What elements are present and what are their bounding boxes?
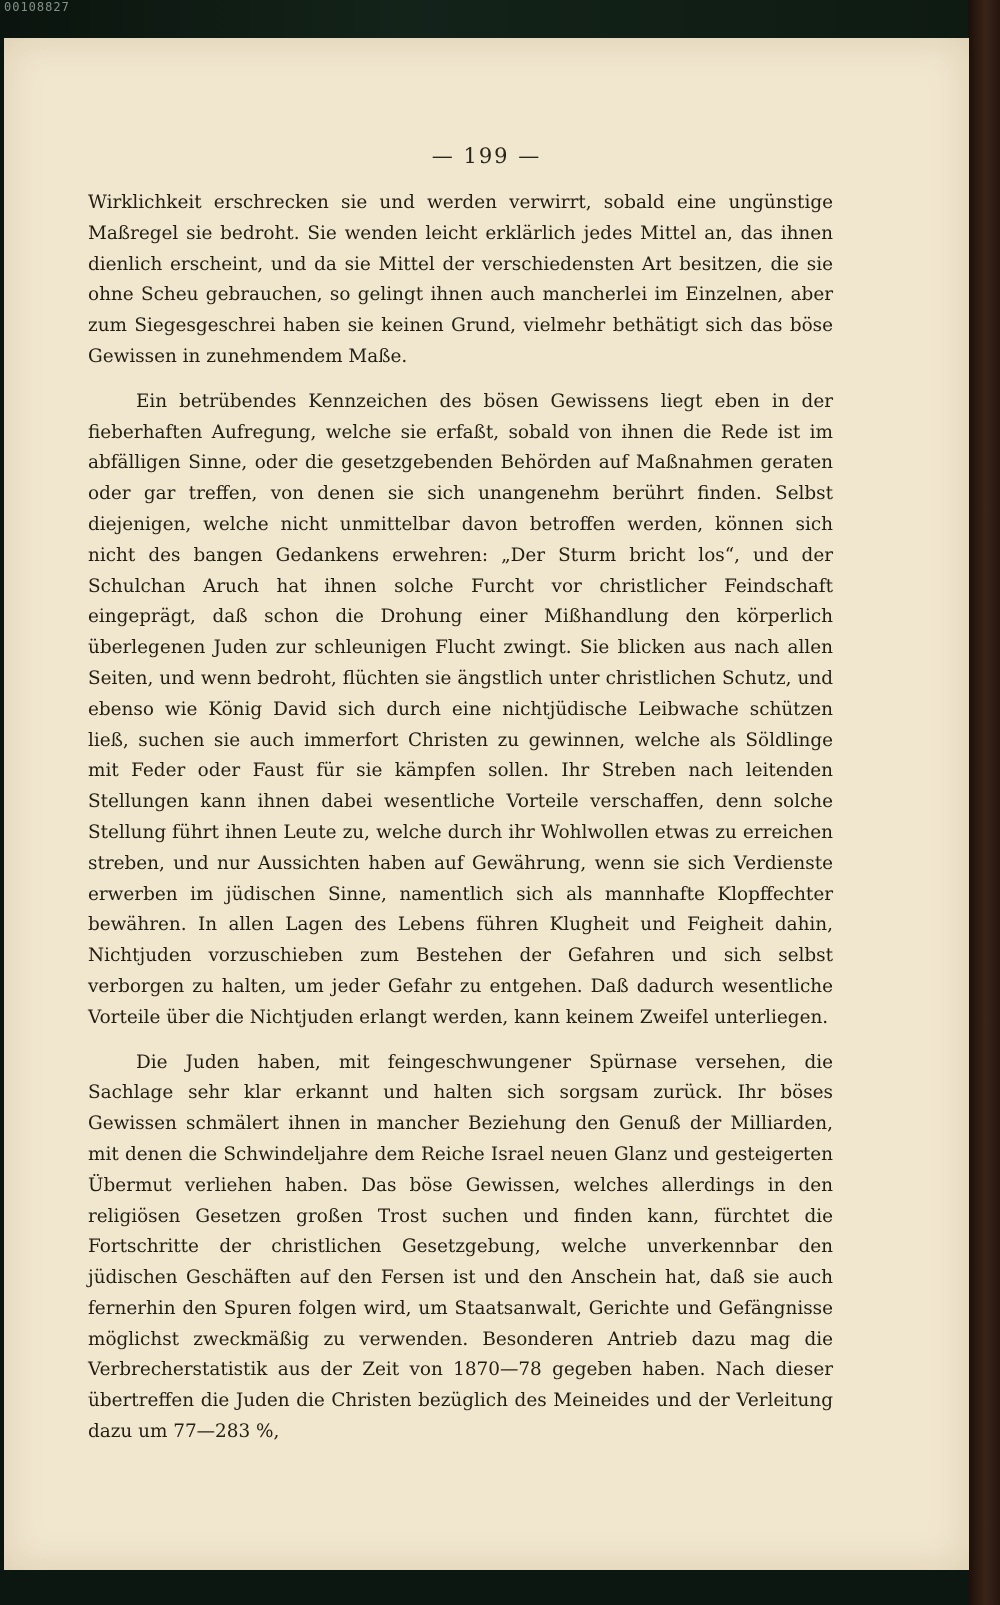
page-text	[88, 188, 833, 1462]
paragraph: Die Juden haben, mit feingeschwungener Spürnase versehen, die Sachlage sehr klar erkannt und halten sich sorgsam zurück. Ihr böses Gewissen schmälert ihnen in mancher Beziehung den Genuß der Milliarden, mit denen die Schwindeljahre dem Reiche Israel neuen Glanz und gesteigerten Übermut verliehen haben. Das böse Gewissen, welches allerdings in den religiösen Gesetzen großen Trost suchen und finden kann, fürchtet die Fortschritte der christlichen Gesetzgebung, welche unverkennbar den jüdischen Geschäften auf den Fersen ist und den Anschein hat, daß sie auch fernerhin den Spuren folgen wird, um Staatsanwalt, Gerichte und Gefängnisse möglichst zweckmäßig zu verwenden. Besonderen Antrieb dazu mag die Verbrecherstatistik aus der Zeit von 1870—78 gegeben haben. Nach dieser übertreffen die Juden die Christen bezüglich des Meineides und der Verleitung dazu um 77—283 %,	[88, 1051, 833, 1443]
book-page	[4, 38, 969, 1570]
scan-bottom-strip	[0, 1570, 968, 1605]
paragraph: Ein betrübendes Kennzeichen des bösen Gewissens liegt eben in der fieberhaften Aufregung, welche sie erfaßt, sobald von ihnen die Rede ist im abfälligen Sinne, oder die gesetzgebenden Behörden auf Maßnahmen geraten oder gar treffen, von denen sie sich unangenehm berührt finden. Selbst diejenigen, welche nicht unmittelbar davon betroffen werden, können sich nicht des bangen Gedankens erwehren: „Der Sturm bricht los“, und der Schulchan Aruch hat ihnen solche Furcht vor christlicher Feindschaft eingeprägt, daß schon die Drohung einer Mißhandlung den körperlich überlegenen Juden zur schleunigen Flucht zwingt. Sie blicken aus nach allen Seiten, und wenn bedroht, flüchten sie ängstlich unter christlichen Schutz, und ebenso wie König David sich durch eine nichtjüdische Leibwache schützen ließ, suchen sie auch immerfort Christen zu gewinnen, welche als Söldlinge mit Feder oder Faust für sie kämpfen sollen. Ihr Streben nach leitenden Stellungen kann ihnen dabei wesentliche Vorteile verschaffen, denn solche Stellung führt ihnen Leute zu, welche durch ihr Wohlwollen etwas zu erreichen streben, und nur Aussichten haben auf Gewährung, wenn sie sich Verdienste erwerben im jüdischen Sinne, namentlich sich als mannhafte Klopffechter bewähren. In allen Lagen des Lebens führen Klugheit und Feigheit dahin, Nichtjuden vorzuschieben zum Bestehen der Gefahren und sich selbst verborgen zu halten, um jeder Gefahr zu entgehen. Daß dadurch wesentliche Vorteile über die Nichtjuden erlangt werden, kann keinem Zweifel unterliegen.	[88, 390, 833, 1028]
page-number: — 199 —	[431, 144, 542, 168]
paragraph: Wirklichkeit erschrecken sie und werden verwirrt, sobald eine ungünstige Maßregel sie bedroht. Sie wenden leicht erklärlich jedes Mittel an, das ihnen dienlich erscheint, und da sie Mittel der verschiedensten Art besitzen, die sie ohne Scheu gebrauchen, so gelingt ihnen auch mancherlei im Einzelnen, aber zum Siegesgeschrei haben sie keinen Grund, vielmehr bethätigt sich das böse Gewissen in zunehmendem Maße.	[88, 192, 833, 367]
book-spine-edge	[968, 0, 1000, 1605]
scan-corner-code: 00108827	[4, 0, 70, 14]
